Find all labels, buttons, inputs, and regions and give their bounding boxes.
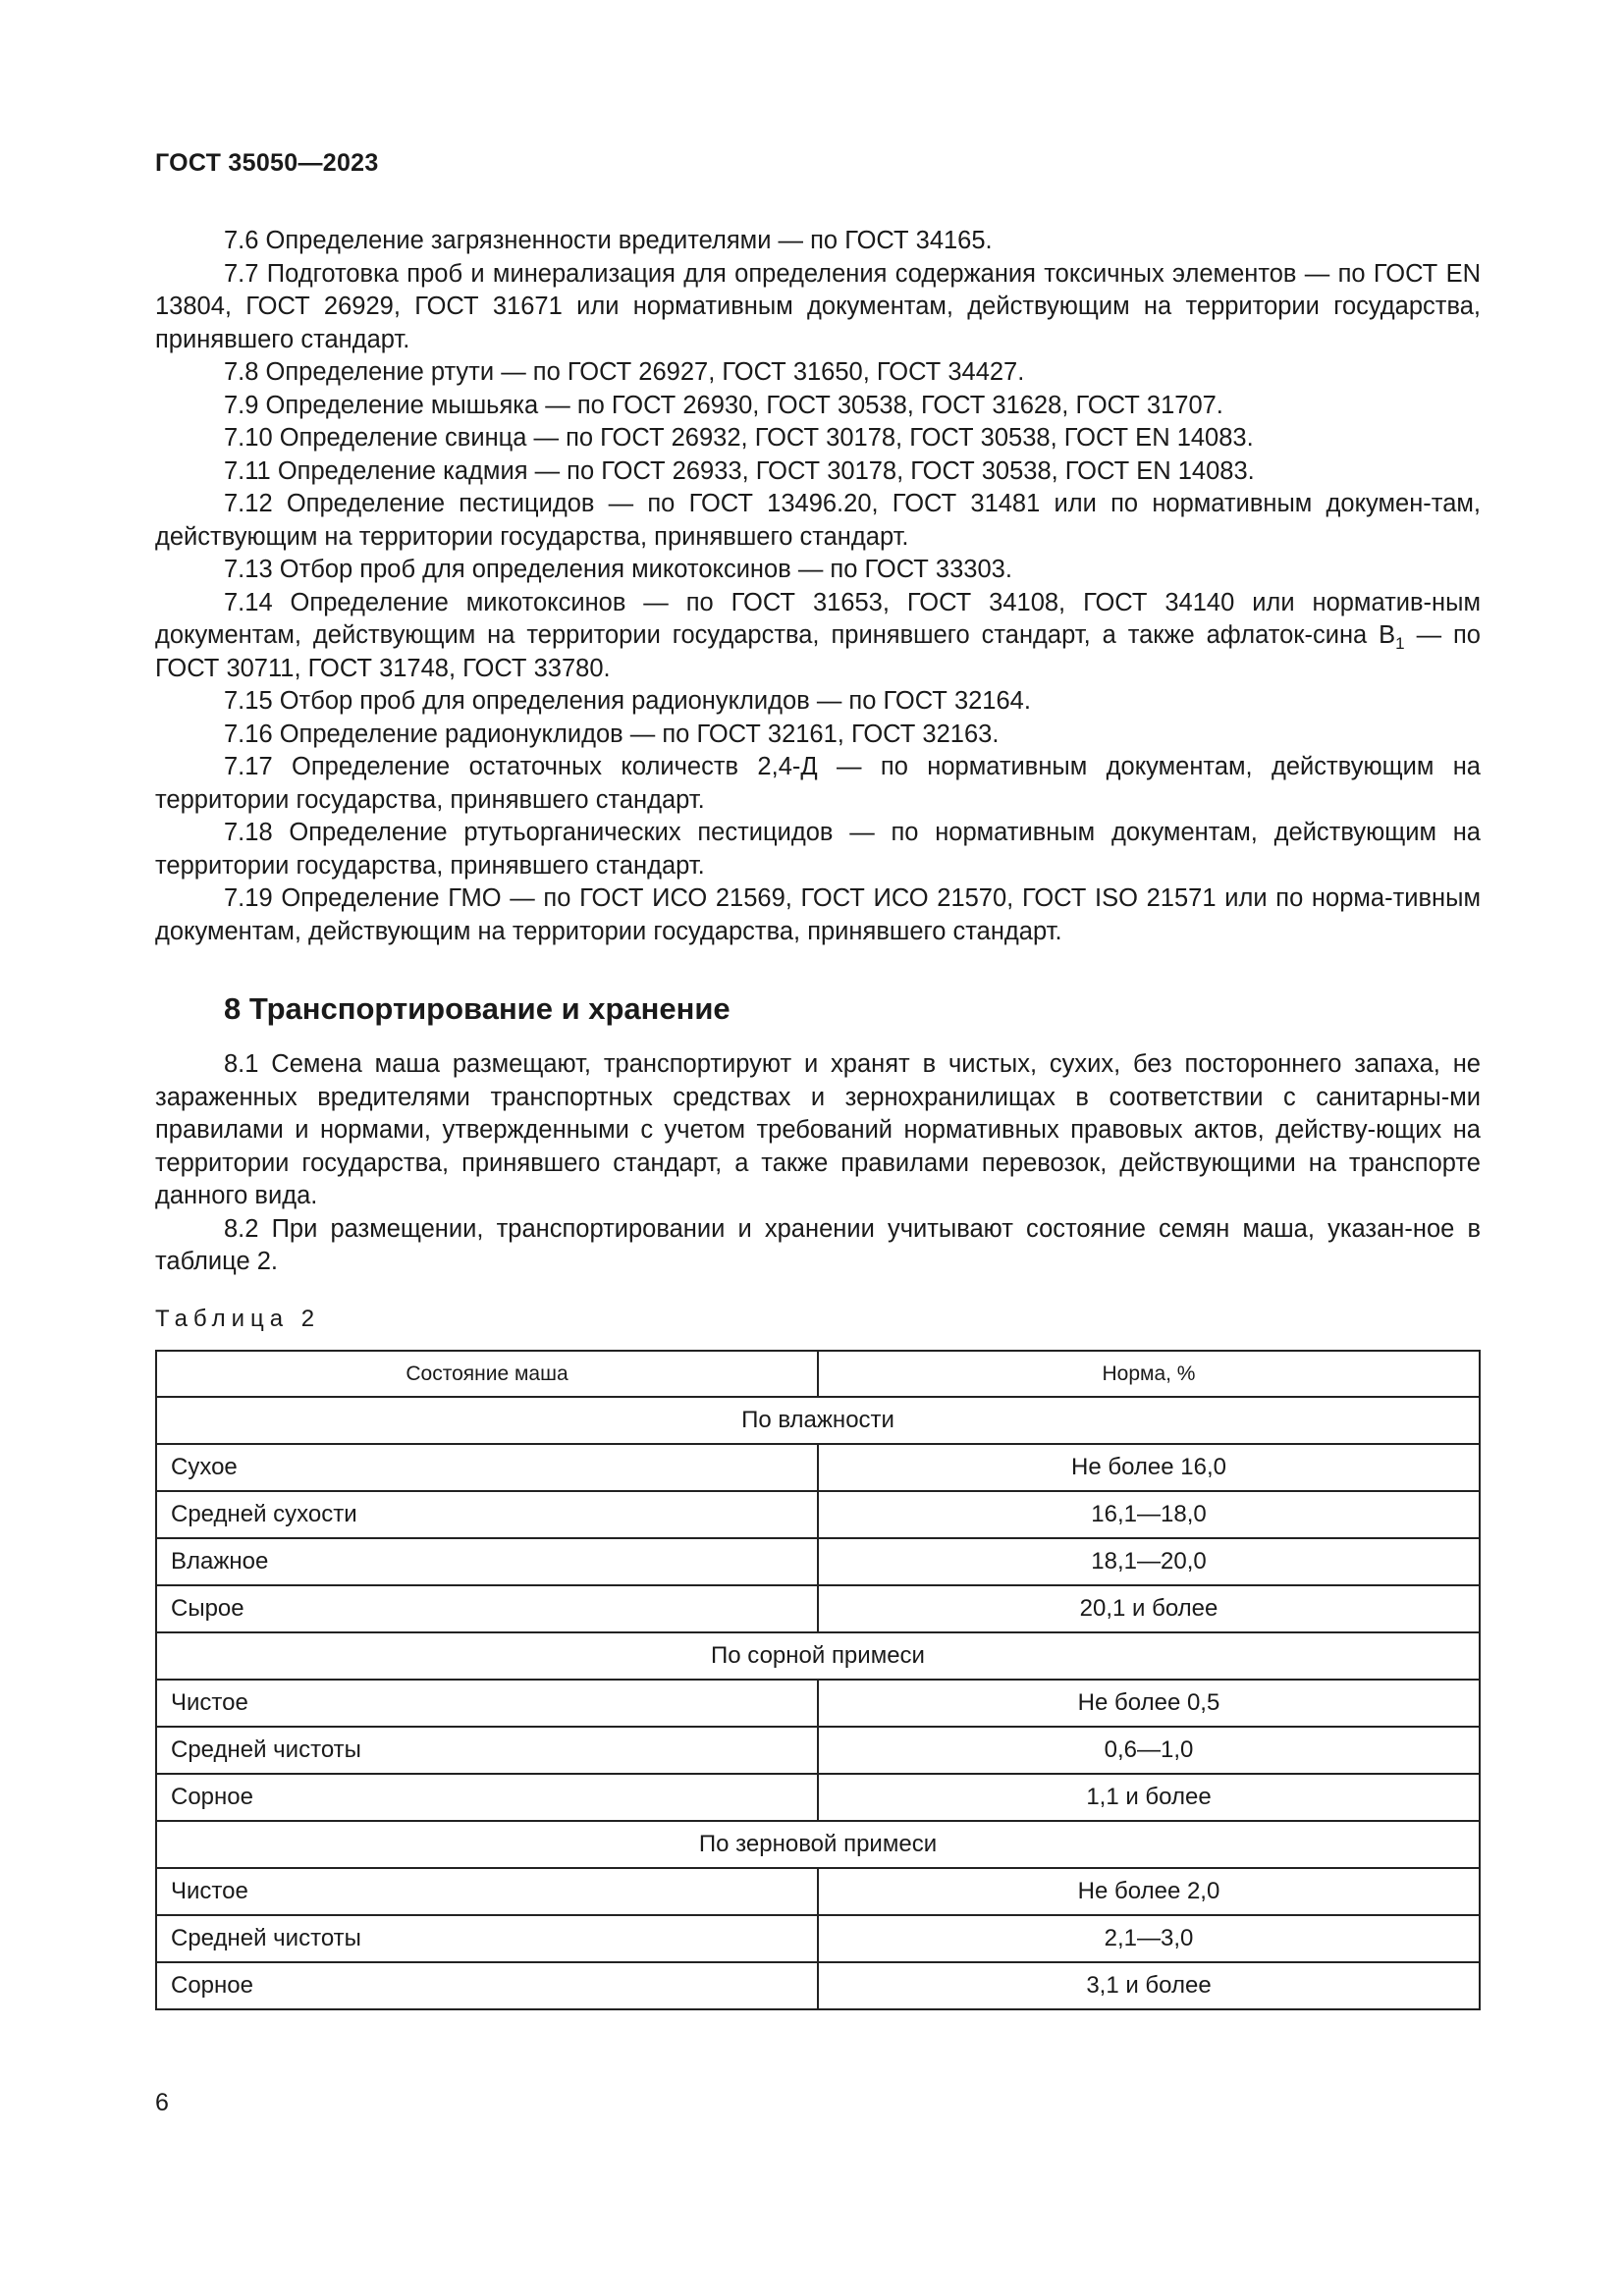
clause-7-6: 7.6 Определение загрязненности вредителями — по ГОСТ 34165. bbox=[224, 227, 993, 254]
table-cell-norm: 0,6—1,0 bbox=[818, 1727, 1480, 1774]
table-cell-norm: 1,1 и более bbox=[818, 1774, 1480, 1821]
table-caption: Таблица 2 bbox=[155, 1306, 321, 1332]
clause-7-16: 7.16 Определение радионуклидов — по ГОСТ 32161, ГОСТ 32163. bbox=[224, 720, 1000, 748]
section-7-clauses bbox=[155, 225, 1481, 948]
table-cell-state: Сорное bbox=[156, 1962, 818, 2009]
table-cell-norm: Не более 0,5 bbox=[818, 1680, 1480, 1727]
clause-7-14-text: 7.14 Определение микотоксинов — по ГОСТ 31653, ГОСТ 34108, ГОСТ 34140 или норматив-ным документам, действующим на территории государства, принявшего стандарт, а также афлаток-сина В bbox=[155, 588, 1481, 649]
clause-7-13: 7.13 Отбор проб для определения микотоксинов — по ГОСТ 33303. bbox=[224, 556, 1012, 583]
clause-7-9: 7.9 Определение мышьяка — по ГОСТ 26930, ГОСТ 30538, ГОСТ 31628, ГОСТ 31707. bbox=[224, 391, 1223, 419]
table-row bbox=[156, 1962, 1480, 2009]
clause-7-18: 7.18 Определение ртутьорганических пестицидов — по нормативным документам, действующим на территории государства, принявшего стандарт. bbox=[155, 819, 1481, 880]
table-cell-norm: 20,1 и более bbox=[818, 1585, 1480, 1632]
page-number: 6 bbox=[155, 2089, 169, 2116]
clause-7-14-tail: — по ГОСТ 30711, ГОСТ 31748, ГОСТ 33780. bbox=[155, 621, 1481, 682]
section-8-paragraphs bbox=[155, 1048, 1481, 1279]
clause-7-11: 7.11 Определение кадмия — по ГОСТ 26933, ГОСТ 30178, ГОСТ 30538, ГОСТ EN 14083. bbox=[224, 456, 1255, 485]
table-cell-state: Средней чистоты bbox=[156, 1727, 818, 1774]
table-cell-state: Средней сухости bbox=[156, 1491, 818, 1538]
table-cell-state: Влажное bbox=[156, 1538, 818, 1585]
table-group-row bbox=[156, 1397, 1480, 1444]
table-cell-state: Чистое bbox=[156, 1680, 818, 1727]
clause-7-15: 7.15 Отбор проб для определения радионуклидов — по ГОСТ 32164. bbox=[224, 687, 1031, 715]
column-header-norm: Норма, % bbox=[818, 1351, 1480, 1397]
clause-7-12: 7.12 Определение пестицидов — по ГОСТ 13496.20, ГОСТ 31481 или по нормативным докумен-там, действующим на территории государства, принявшего стандарт. bbox=[155, 490, 1481, 551]
table-cell-norm: 3,1 и более bbox=[818, 1962, 1480, 2009]
table-row bbox=[156, 1774, 1480, 1821]
table-cell-state: Сорное bbox=[156, 1774, 818, 1821]
column-header-state: Состояние маша bbox=[156, 1351, 818, 1397]
table-cell-state: Сырое bbox=[156, 1585, 818, 1632]
group-title-humidity: По влажности bbox=[156, 1397, 1480, 1444]
table-row bbox=[156, 1491, 1480, 1538]
paragraph-8-2: 8.2 При размещении, транспортировании и хранении учитывают состояние семян маша, указан-ное в таблице 2. bbox=[155, 1214, 1481, 1275]
table-row bbox=[156, 1585, 1480, 1632]
table-row bbox=[156, 1727, 1480, 1774]
clause-7-14-subscript: 1 bbox=[1395, 634, 1405, 653]
clause-7-8: 7.8 Определение ртути — по ГОСТ 26927, ГОСТ 31650, ГОСТ 34427. bbox=[224, 358, 1025, 386]
table-row bbox=[156, 1915, 1480, 1962]
clause-7-19: 7.19 Определение ГМО — по ГОСТ ИСО 21569, ГОСТ ИСО 21570, ГОСТ ISO 21571 или по норма-тивным документам, действующим на территории государства, принявшего стандарт. bbox=[155, 884, 1481, 945]
document-code: ГОСТ 35050—2023 bbox=[155, 149, 379, 177]
clause-7-10: 7.10 Определение свинца — по ГОСТ 26932, ГОСТ 30178, ГОСТ 30538, ГОСТ EN 14083. bbox=[224, 424, 1254, 452]
table-cell-state: Чистое bbox=[156, 1868, 818, 1915]
table-cell-norm: Не более 2,0 bbox=[818, 1868, 1480, 1915]
table-row bbox=[156, 1680, 1480, 1727]
table-cell-norm: 2,1—3,0 bbox=[818, 1915, 1480, 1962]
section-8-heading: 8 Транспортирование и хранение bbox=[224, 991, 731, 1026]
group-title-weed-impurity: По сорной примеси bbox=[156, 1632, 1480, 1680]
table-2 bbox=[155, 1350, 1481, 2010]
table-group-row bbox=[156, 1821, 1480, 1868]
table-cell-norm: Не более 16,0 bbox=[818, 1444, 1480, 1491]
table-row bbox=[156, 1444, 1480, 1491]
paragraph-8-1: 8.1 Семена маша размещают, транспортируют и хранят в чистых, сухих, без постороннего запаха, не зараженных вредителями транспортных средствах и зернохранилищах в соответствии с санитарны-ми правилами и нормами, утвержденными с учетом требований нормативных правовых актов, действу-ющих на территории государства, принявшего стандарт, а также правилами перевозок, действующими на транспорте данного вида. bbox=[155, 1050, 1481, 1209]
table-row bbox=[156, 1538, 1480, 1585]
group-title-grain-impurity: По зерновой примеси bbox=[156, 1821, 1480, 1868]
table-group-row bbox=[156, 1632, 1480, 1680]
table-cell-state: Средней чистоты bbox=[156, 1915, 818, 1962]
clause-7-7: 7.7 Подготовка проб и минерализация для определения содержания токсичных элементов — по ГОСТ EN 13804, ГОСТ 26929, ГОСТ 31671 или нормативным документам, действующим на территории государства, принявшего стандарт. bbox=[155, 259, 1481, 353]
table-cell-norm: 18,1—20,0 bbox=[818, 1538, 1480, 1585]
table-cell-state: Сухое bbox=[156, 1444, 818, 1491]
table-cell-norm: 16,1—18,0 bbox=[818, 1491, 1480, 1538]
table-header-row bbox=[156, 1351, 1480, 1397]
table-row bbox=[156, 1868, 1480, 1915]
clause-7-17: 7.17 Определение остаточных количеств 2,4-Д — по нормативным документам, действующим на территории государства, принявшего стандарт. bbox=[155, 753, 1481, 814]
clause-7-14 bbox=[155, 587, 1481, 686]
